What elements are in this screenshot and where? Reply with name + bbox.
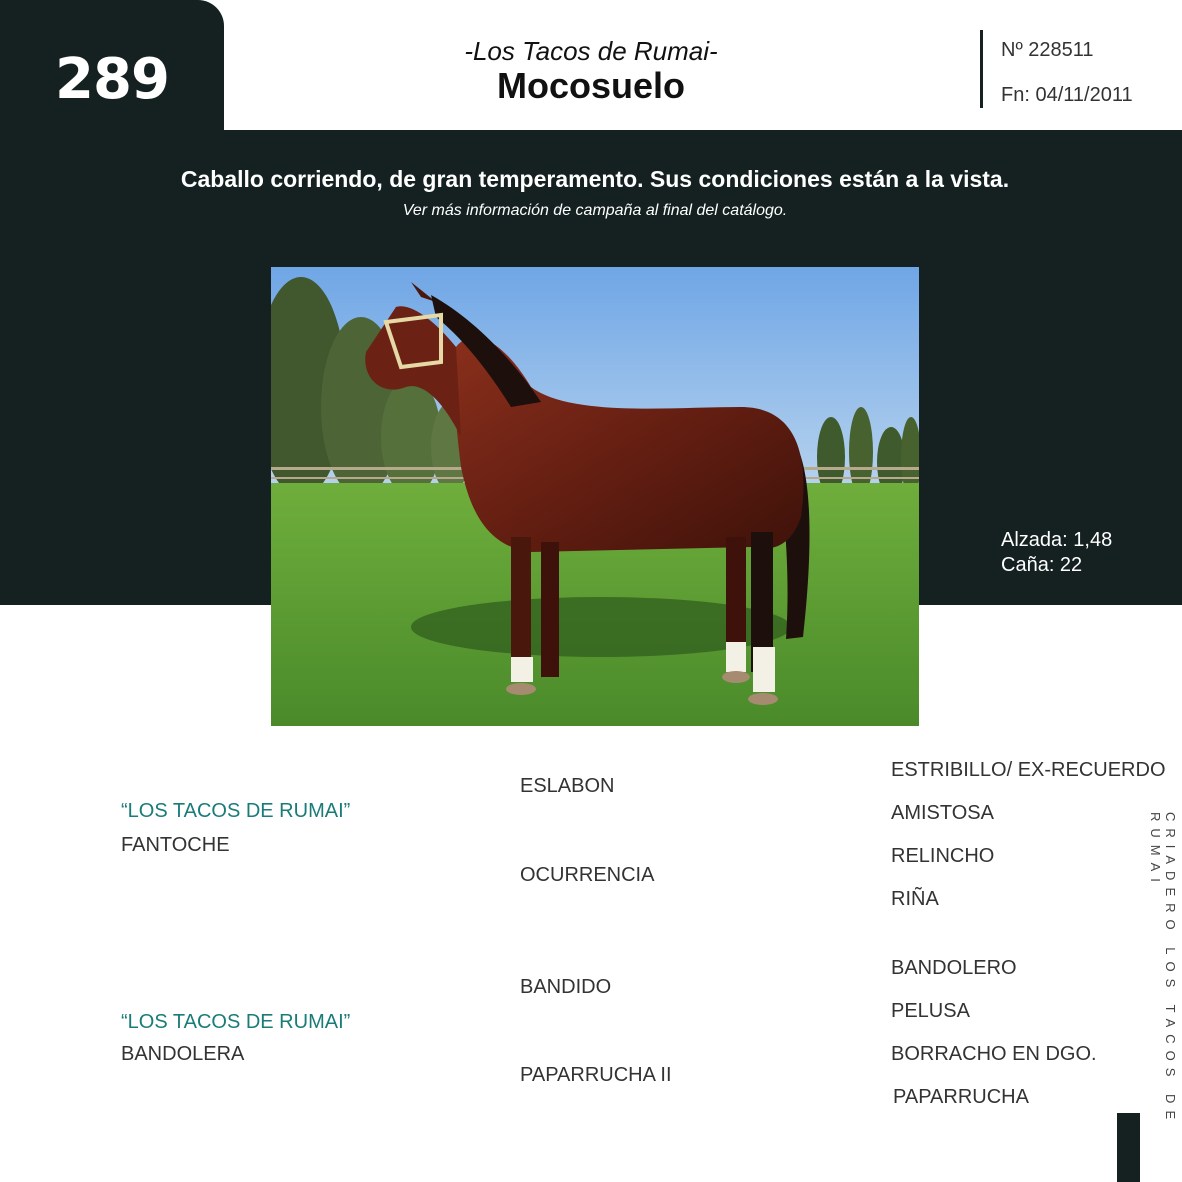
dam-name: BANDOLERA (121, 1043, 245, 1065)
lot-number: 289 (55, 47, 169, 112)
grandparent-2: OCURRENCIA (520, 864, 655, 886)
side-label: CRIADERO LOS TACOS DE RUMAI (1148, 812, 1178, 1127)
registration-number: Nº 228511 (1001, 39, 1094, 61)
birth-date: Fn: 04/11/2011 (1001, 84, 1133, 106)
horse-photo (271, 267, 919, 726)
great-grandparent-2: AMISTOSA (891, 802, 994, 824)
description-note: Ver más información de campaña al final del catálogo. (402, 202, 788, 219)
header-divider (980, 30, 983, 108)
grandparent-4: PAPARRUCHA II (520, 1064, 672, 1086)
great-grandparent-4: RIÑA (891, 888, 939, 910)
great-grandparent-3: RELINCHO (891, 845, 995, 867)
corner-bar (1117, 1113, 1140, 1182)
sire-breeder: “LOS TACOS DE RUMAI” (121, 800, 351, 822)
horse-name: Mocosuelo (496, 65, 685, 106)
sire-name: FANTOCHE (121, 834, 230, 856)
farm-name: -Los Tacos de Rumai- (464, 36, 718, 66)
great-grandparent-6: PELUSA (891, 1000, 970, 1022)
alzada: Alzada: 1,48 (1001, 529, 1113, 551)
description-headline: Caballo corriendo, de gran temperamento. Sus condiciones están a la vista. (180, 166, 1010, 192)
cana: Caña: 22 (1001, 554, 1083, 576)
great-grandparent-1: ESTRIBILLO/ EX-RECUERDO (891, 759, 1166, 781)
dam-breeder: “LOS TACOS DE RUMAI” (121, 1011, 351, 1033)
great-grandparent-5: BANDOLERO (891, 957, 1017, 979)
header-meta (1001, 36, 1133, 126)
header-title (420, 36, 762, 106)
grandparent-1: ESLABON (520, 775, 615, 797)
measures (1001, 528, 1112, 578)
grandparent-3: BANDIDO (520, 976, 612, 998)
great-grandparent-8: PAPARRUCHA (893, 1086, 1029, 1108)
great-grandparent-7: BORRACHO EN DGO. (891, 1043, 1097, 1065)
